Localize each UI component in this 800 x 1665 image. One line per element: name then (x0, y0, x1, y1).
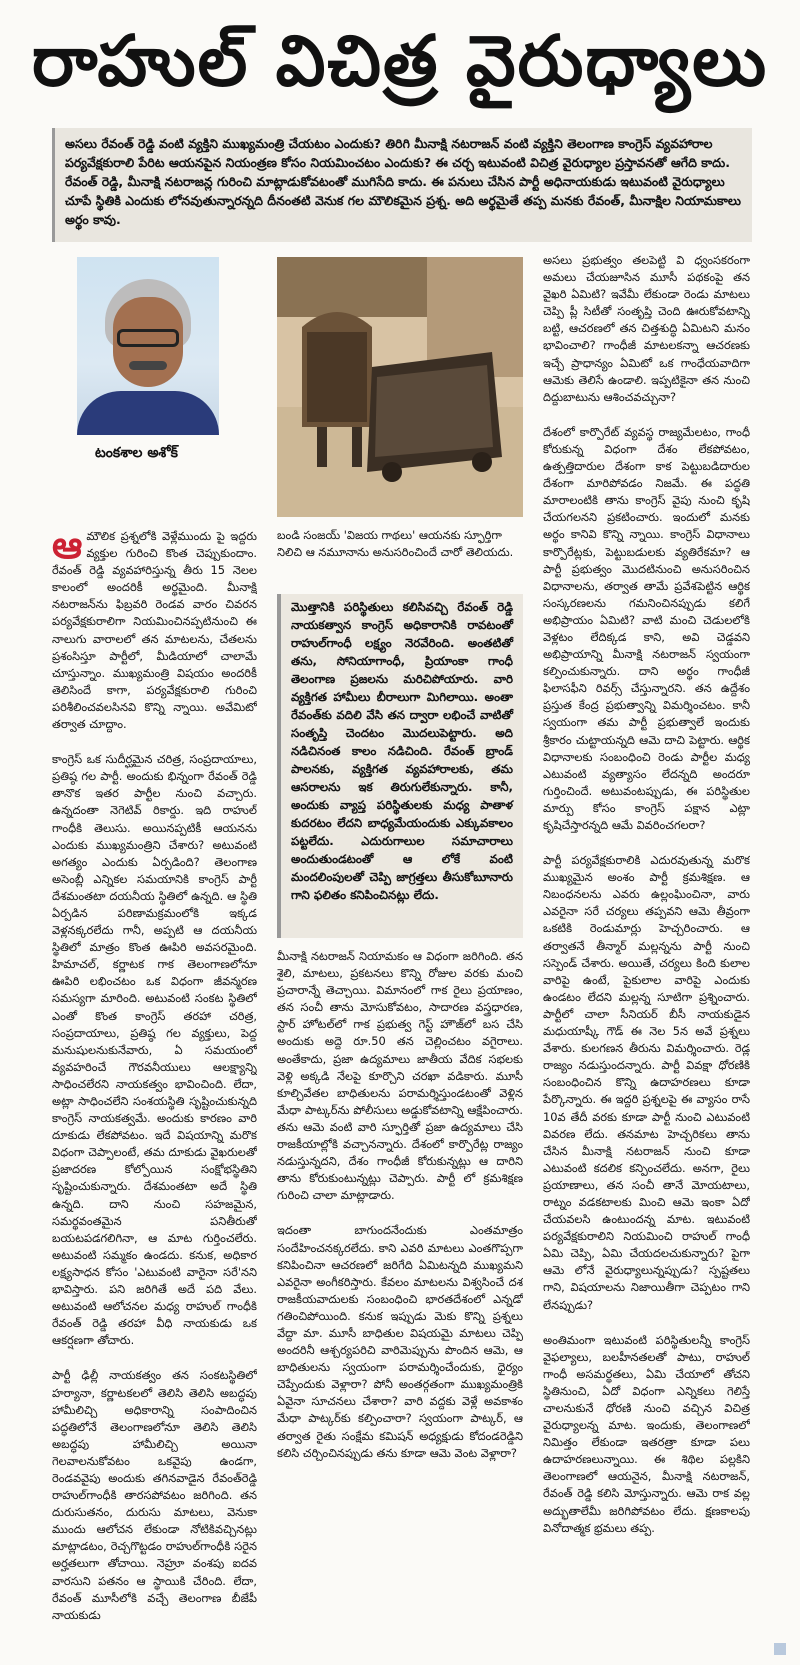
article-column-2 (277, 948, 523, 1648)
intro-summary: అసలు రేవంత్ రెడ్డి వంటి వ్యక్తిని ముఖ్యమంత్రి చేయటం ఎందుకు? తిరిగి మీనాక్షి నటరాజన్ వంటి వ్యక్తిని తెలంగాణ కాంగ్రెస్ వ్యవహారాల పర్యవేక్షకురాలి పేరిట ఆయనపైన నియంత్రణ కోసం నియమించటం ఎందుకు? ఈ చర్చ ఇటువంటి విచిత్ర వైరుధ్యాల ప్రస్తావనతో ఆగేది కాదు. రేవంత్ రెడ్డి, మీనాక్షి నటరాజన్ల గురించి మాట్లాడుకోవటంతో ముగిసేది కాదు. ఈ పనులు చేసిన పార్టీ అధినాయకుడు ఇటువంటి వైరుధ్యాలు చూపే స్థితికి ఎందుకు లోనవుతున్నారన్నది దీనంతటి వెనుక గల మౌలికమైన ప్రశ్న. అది అర్థమైతే తప్ప మనకు రేవంత్, మీనాక్షిల నియామకాలు అర్థం కావు. (52, 128, 752, 242)
corner-marker (774, 1643, 786, 1655)
author-byline: టంకశాల అశోక్ (95, 445, 178, 461)
paragraph: పార్టీ ఢిల్లీ నాయకత్వం తన సంకటస్థితిలో హర్యానా, కర్ణాటకలలో తెలిసి తెలిసి అబద్ధపు హామీలిచ్చి అధికారాన్ని సంపాదించిన పద్ధతిలోనే తెలంగాణలోనూ తెలిసి తెలిసి అబద్ధపు హామీలిచ్చి అయినా గెలవాలనుకోవటం ఒకవైపు ఉండగా, రెండవవైపు అందుకు తగినవాడైన రేవంత్‌రెడ్డి రాహుల్‌గాంధీకి తారసపోవటం జరిగింది. తన దురుసుతనం, దురుసు మాటలు, వెనుకా ముందు ఆలోచన లేకుండా నోటికివచ్చినట్లు మాట్లాడటం, రెచ్చగొట్టడం రాహుల్‌గాంధీకి సరైన అర్హతలుగా తోచాయి. నెహ్రూ వంశపు ఐదవ వారసుని పతనం ఆ స్థాయికి చేరింది. లేదా, రేవంత్ మూసీలోకి వచ్చే తెలంగాణ బీజేపీ నాయకుడు (52, 1368, 257, 1622)
paragraph: కాంగ్రెస్ ఒక సుదీర్ఘమైన చరిత్ర, సంప్రదాయాలు, ప్రతిష్ఠ గల పార్టీ. అందుకు భిన్నంగా రేవంత్ రెడ్డి తానొక ఇతర పార్టీల నుంచి వచ్చారు. ఉన్నదంతా నెగెటివ్ రికార్డు. ఇది రాహుల్ గాంధీకి తెలుసు. అయినప్పటికీ ఆయనను ఎందుకు ముఖ్యమంత్రిని చేశారు? అటువంటి అగత్యం ఎందుకు ఏర్పడింది? తెలంగాణ అసెంబ్లీ ఎన్నికల సమయానికి కాంగ్రెస్ పార్టీ దేశమంతటా దయనీయ స్థితిలో ఉన్నది. ఆ స్థితి ఏర్పడిన పరిణామక్రమంలోకి ఇక్కడ వెళ్లనక్కరలేదు గానీ, అప్పటి ఆ దయనీయ స్థితిలో మాత్రం కొంత ఊపిరి అవసరమైంది. హిమాచల్, కర్ణాటక గాక తెలంగాణలోనూ ఊపిరి లభించటం ఒక విధంగా జీవన్మరణ సమస్యగా మారింది. అటువంటి సంకట స్థితిలో ఎంతో కొంత కాంగ్రెస్ తరహా చరిత్ర, సంప్రదాయాలు, ప్రతిష్ఠ గల వ్యక్తులు, పెద్ద మనుషులనుకునేవారు, ఏ సమయంలో వ్యవహరించే గౌరవనీయులు ఆలక్ష్యాన్ని సాధించలేరని నాయకత్వం భావించింది. లేదా, అట్లా సాధించలేని సంశయస్థితి సృష్టించుకున్నది కాంగ్రెస్ నాయకత్వమే. అందుకు కారణం వారి దూకుడు లేకపోవటం. ఇదే విషయాన్ని మరొక విధంగా చెప్పాలంటే, తమ దూకుడు వైఖరులతో ప్రజాదరణ కోల్పోయిన సంక్షోభస్థితిని సృష్టించుకున్నారు. దేశమంతటా అదే స్థితి ఉన్నది. దాని నుంచి సహజమైన, సమర్థవంతమైన పనితీరుతో బయటపడగలిగినా, ఆ మాట గుర్తించలేరు. అటువంటి సమ్మకం ఉండదు. కనుక, అధికార లక్ష్యసాధన కోసం 'ఎటువంటి వారైనా సరే'నని భావిస్తారు. పని జరిగితే అదే పది వేలు. అటువంటి ఆలోచనల మధ్య రాహుల్ గాంధీకి రేవంత్ రెడ్డి తరహా వీధి నాయకుడు ఒక ఆకర్షణగా తోచారు. (52, 752, 257, 1348)
article-column-1 (52, 528, 257, 1648)
paragraph: ఇదంతా బాగుందనేందుకు ఎంతమాత్రం సందేహించనక్కరలేదు. కాని ఎవరి మాటలు ఎంతగొప్పగా కనిపించినా ఆచరణలో జరిగేది ఏమిటన్నది ముఖ్యమని ఎవరైనా అంగీకరిస్తారు. కేవలం మాటలను విశ్వసించే దశ రాజకీయవాదులకు సంబంధించి భారతదేశంలో ఎన్నడో గతించిపోయింది. కనుక ఇప్పుడు మెకు కొన్ని ప్రశ్నలు వేద్దా మా. మూసీ బాధితుల విషయమై మాటలు చెప్పి అందరినీ ఆశ్చర్యపరిచి వారిమెప్పును పొందిన ఆమె, ఆ బాధితులను స్వయంగా పరామర్శించేందుకు, ధైర్యం చెప్పేందుకు వెళ్లారా? పోనీ అంతర్గతంగా ముఖ్యమంత్రికి ఏవైనా సూచనలు చేశారా? వారి వద్దకు వెళ్లే అవకాశం మేధా పాట్కర్‌కు కల్పించారా? స్వయంగా పాట్కర్, ఆ తర్వాత రైతు సంక్షేమ కమిషన్ అధ్యక్షుడు కోదండరెడ్డిని కలిసి చర్చించినప్పుడు తను కూడా ఆమె వెంట వెళ్లారా? (277, 1223, 523, 1460)
author-photo (77, 257, 219, 435)
headline: రాహుల్ విచిత్ర వైరుధ్యాలు (31, 20, 769, 102)
paragraph: మౌలిక ప్రశ్నలోకి వెళ్లేముందు పై ఇద్దరు వ్యక్తుల గురించి కొంత చెప్పుకుందాం. రేవంత్ రెడ్డి వ్యవహారిస్తున్న తీరు 15 నెలల కాలంలో అందరికీ అర్థమైంది. మీనాక్షి నటరాజన్‌ను ఫిబ్రవరి రెండవ వారం చివరన పర్యవేక్షకురాలిగా నియమించినప్పటినుంచి ఈ నాలుగు వారాలలో తన మాటలను, చేతలను ప్రశంసిస్తూ పార్టీలో, మీడియాలో చాలామే చూస్తున్నాం. ముఖ్యమంత్రి విషయం అందరికీ తెలిసిందే కాగా, పర్యవేక్షకురాలి గురించి పరిశీలించవలసినవి కొన్ని న్నాయి. అవేమిటో తర్వాత చూద్దాం. (52, 529, 257, 732)
article-column-3 (543, 252, 750, 1648)
palanquin-photo (277, 257, 523, 517)
paragraph: మీనాక్షి నటరాజన్ నియామకం ఆ విధంగా జరిగింది. తన శైలి, మాటలు, ప్రకటనలు కొన్ని రోజుల వరకు మంచి ప్రచారాన్నే తెచ్చాయి. విమానంలో గాక రైలు ప్రయాణం, తన సంచీ తాను మోసుకోవటం, సాదారణ వస్త్రధారణ, స్టార్ హోటల్‌లో గాక ప్రభుత్వ గెస్ట్ హౌజ్‌లో బస చేసి అందుకు అద్దె రూ.50 తన చెల్లించటం వగైరాలు. అంతేకాదు, ప్రజా ఉద్యమాలు జాతీయ వేదిక సభలకు వెళ్లి అక్కడి నేలపై కూర్చొని చరఖా వడికారు. మూసీ కూల్చివేతల బాధితులను పరామర్శిస్తుండటంతో వెళ్లిన మేధా పాట్కర్‌ను పోలీసులు అడ్డుకోవటాన్ని ఆక్షేపించారు. తను ఆమె వంటి వారి స్ఫూర్తితో ప్రజా ఉద్యమాలు చేసి రాజకీయాల్లోకి వచ్చానన్నారు. దేశంలో కార్పొరేట్ల రాజ్యం నడుస్తున్నదని, దేశం గాంధీజీ కోరుకున్నట్లు ఆ దారిని తాను కోరుకుంటున్నట్లు చెప్పారు. పార్టీ లో క్రమశిక్షణ గురించి చాలా మాట్లాడారు. (277, 949, 523, 1203)
image-caption: బండి సంజయ్ 'విజయ గాథలు' ఆయనకు స్ఫూర్తిగా నిలిచి ఆ నమూనాను అనుసరించిందే చారో తెలియదు. (277, 528, 514, 560)
paragraph: అంతిమంగా ఇటువంటి పరిస్థితులన్నీ కాంగ్రెస్ వైఫల్యాలు, బలహీనతలతో పాటు, రాహుల్ గాంధీ అసమర్థతలు, ఏమి చేయాలో తోచని స్థితినుంచి, ఏదో విధంగా ఎన్నికలు గెలిస్తే చాలనుకునే ధోరణి నుంచి వచ్చిన విచిత్ర వైరుధ్యాలన్న మాట. ఇందుకు, తెలంగాణలో నిమిత్తం లేకుండా ఇతరత్రా కూడా పలు ఉదాహరణలున్నాయి. ఈ శిథిల పల్లకిని తెలంగాణలో ఆయనైన, మీనాక్షి నటరాజన్, రేవంత్ రెడ్డి కలిసి మోస్తున్నారు. ఆమె రాక వల్ల అద్భుతాలేమీ జరిగిపోవటం లేదు. క్షణకాలపు వినోదాత్మక భ్రమలు తప్ప. (543, 1332, 750, 1535)
paragraph: అసలు ప్రభుత్వం తలపెట్టి వి ధ్వంసకరంగా అమలు చేయజూసిన మూసీ పథకంపై తన వైఖరి ఏమిటి? ఇవేమీ లేకుండా రెండు మాటలు చెప్పి ప్లీ సిటీతో సంతృప్తి చెంది ఊరుకోవటాన్ని బట్టి, ఆచరణలో తన చిత్తశుద్ధి ఏమిటని మనం భావించాలి? గాంధీజీ మాటలకన్నా ఆచరణకు ఇచ్చే ప్రాధాన్యం ఏమిటో ఒక గాంధేయవాదిగా ఆమెకు తెలిసే ఉండాలి. ఇప్పటికైనా తన నుంచి దిద్దుబాటును ఆశించవచ్చునా? (543, 253, 750, 404)
paragraph: పార్టీ పర్యవేక్షకురాలికి ఎదురవుతున్న మరొక ముఖ్యమైన అంశం పార్టీ క్రమశిక్షణ. ఆ నిబంధనలను ఎవరు ఉల్లంఘించినా, వారు ఎవరైనా సరే చర్యలు తప్పవని ఆమె తీవ్రంగా ఒకటికి రెండుమార్లు హెచ్చరించారు. ఆ తర్వాతనే తీన్మార్ మల్లన్నను పార్టీ నుంచి సస్పెండ్ చేశారు. అయితే, చర్యలు కింది కులాల వారిపై ఉంటే, పైకులాల వారిపై ఎందుకు ఉండటం లేదని మల్లన్న సూటిగా ప్రశ్నించారు. పార్టీలో చాలా సీనియర్ బీసీ నాయకుడైన మధుయాష్కీ గౌడ్ ఈ నెల 5న అవే ప్రశ్నలు వేశారు. కులగణన తీరును విమర్శించారు. రెడ్ల రాజ్యం నడుస్తుందన్నారు. పార్టీ వివక్షా ధోరణికి సంబంధించిన కొన్ని ఉదాహరణలు కూడా పేర్కొన్నారు. ఈ ఇద్దరి ప్రశ్నలపై ఈ వ్యాసం రాసే 10వ తేదీ వరకు కూడా పార్టీ నుంచి ఎటువంటి వివరణ లేదు. తనమాట హెచ్చరికలు తాను చేసిన మీనాక్షి నటరాజన్ నుంచి కూడా ఎటువంటి కదలిక కన్పించలేదు. అనగా, రైలు ప్రయాణాలు, తన సంచీ తానే మోయటాలు, రాట్నం వడకటాలకు మించి ఆమె ఇంకా ఏదో చేయవలసి ఉంటుందన్న మాట. ఇటువంటి పర్యవేక్షకురాలిని నియమించి రాహుల్ గాంధీ ఏమి చెప్పి, ఏమి చేయదలచుకున్నారు? పైగా ఆమె లోనే వైరుధ్యాలున్నప్పుడు? స్పష్టతలు గాని, విషయాలను నిజాయితీగా చెప్పటం గాని లేనప్పుడు? (543, 853, 750, 1312)
drop-cap: ఆ (52, 528, 83, 567)
paragraph: దేశంలో కార్పొరేట్ వ్యవస్థ రాజ్యమేలటం, గాంధీ కోరుకున్న విధంగా దేశం లేకపోవటం, ఉత్పత్తిదారుల దేశంగా కాక పెట్టుబడిదారుల దేశంగా మారిపోవడం నిజమే. ఈ పద్ధతి మారాలంటికి తాను కాంగ్రెస్ వైపు నుంచి కృషి చేయగలనని ప్రకటించారు. ఇందులో మనకు అర్థం కానివి కొన్ని న్నాయి. కాంగ్రెస్ విధానాలు కార్పొరేట్లకు, పెట్టుబడులకు వ్యతిరేకమా? ఆ పార్టీ ప్రభుత్వం మొదటినుంచి అనుసరించిన విధానాలను, తర్వాత తామే ప్రవేశపెట్టిన ఆర్థిక సంస్కరణలను గమనించినప్పుడు కలిగే అభిప్రాయం ఏమిటి? వాటి మంచి చెడులలోకి వెళ్లటం లేదిక్కడ కాని, అవి చెడ్డవని అభిప్రాయాన్ని మీనాక్షి నటరాజన్ స్వయంగా కల్పించుకున్నారు. దాని అర్థం గాంధీజీ ఫిలాసఫీని రివర్స్ చేస్తున్నారని. తన ఉద్దేశం ప్రస్తుత కేంద్ర ప్రభుత్వాన్ని విమర్శించటం. కానీ స్వయంగా తమ పార్టీ ప్రభుత్వాలే ఇందుకు శ్రీకారం చుట్టాయన్నది ఆమె దాచి పెట్టారు. ఆర్థిక విధానాలకు సంబంధించి రెండు పార్టీల మధ్య ఎటువంటి వ్యత్యాసం లేదన్నది అందరూ గుర్తించిందే. అటువంటప్పుడు, ఈ పరిస్థితుల మార్పు కోసం కాంగ్రెస్ పక్షాన ఎట్లా కృషిచేస్తారన్నది ఆమే వివరించగలరా? (543, 424, 750, 832)
highlight-box: మొత్తానికి పరిస్థితులు కలిసివచ్చి రేవంత్ రెడ్డి నాయకత్వాన కాంగ్రెస్ అధికారానికి రావటంతో రాహుల్‌గాంధీ లక్ష్యం నెరవేరింది. అంతటితో తను, సోనియాగాంధీ, ప్రియాంకా గాంధీ తెలంగాణ ప్రజలను మరిచిపోయారు. వారి వ్యక్తిగత హామీలు బీరాలుగా మిగిలాయి. అంతా రేవంత్‌కు వదిలి వేసి తన ద్వారా లభించే వాటితో సంతృప్తి చెందటం మొదలుపెట్టారు. అది నడిచినంత కాలం నడిచింది. రేవంత్ బ్రాండ్ పాలనకు, వ్యక్తిగత వ్యవహారాలకు, తమ ఆసరాలను ఇక తిరుగులేకున్నారు. కానీ, అందుకు వ్యాప్త పరిస్థితులకు మధ్య పాతాళ కుదరటం లేదని బాధ్యమేయందుకు ఎక్కువకాలం పట్టలేదు. ఎదురుగాలుల సమాచారాలు అందుతుండటంతో ఆ లోకే వంటి మందలింపులతో చెప్పి జాగ్రత్తలు తీసుకోబూనారు గాని ఫలితం కనిపించినట్లు లేదు. (277, 594, 523, 938)
